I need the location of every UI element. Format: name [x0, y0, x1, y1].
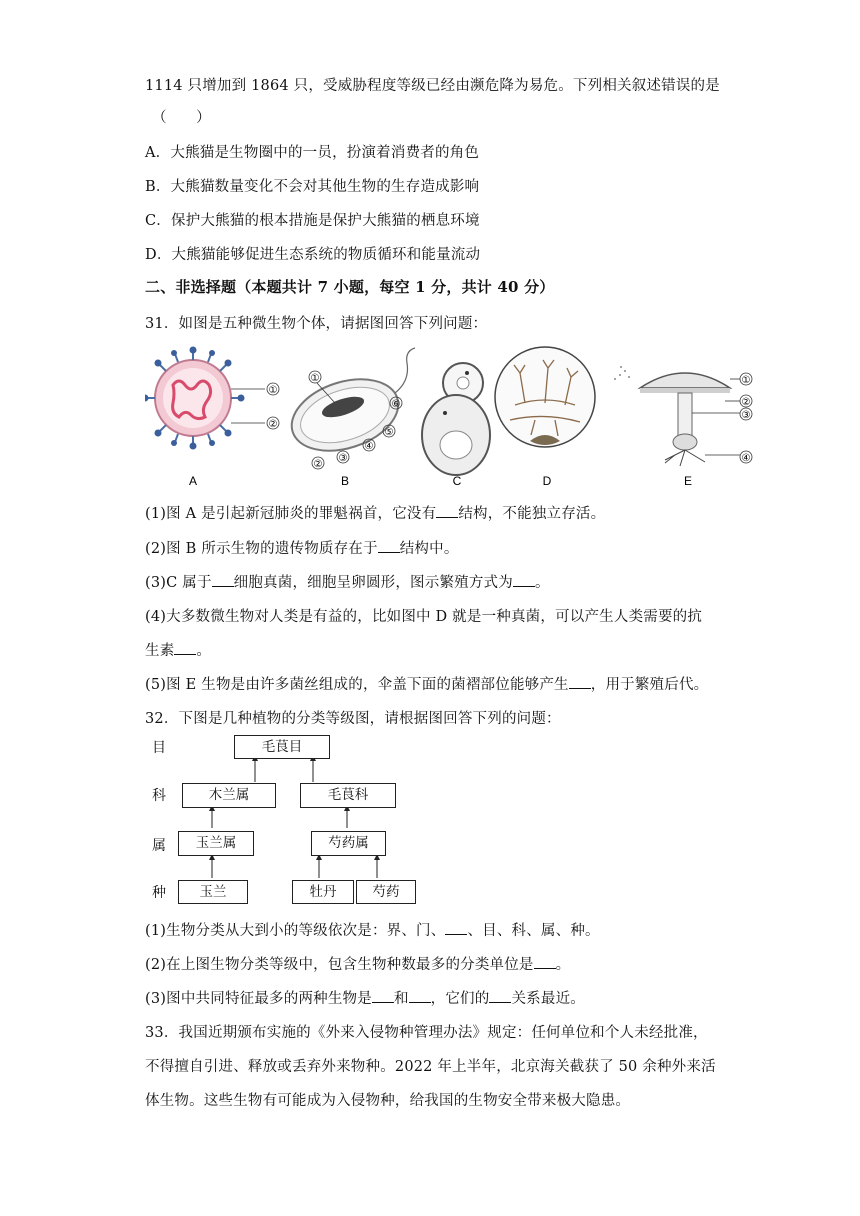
- virus-marker-2: ②: [268, 419, 278, 430]
- answer-blank[interactable]: [513, 574, 535, 587]
- mushroom-marker-3: ③: [741, 410, 751, 421]
- answer-blank[interactable]: [534, 956, 556, 969]
- q30-option-c: C．保护大熊猫的根本措施是保护大熊猫的栖息环境: [145, 213, 480, 229]
- mushroom-marker-1: ①: [741, 375, 751, 386]
- classification-tree: [145, 730, 445, 910]
- q31-sub3: (3)C 属于 细胞真菌，细胞呈卵圆形，图示繁殖方式为 。: [145, 575, 550, 591]
- microorganism-figure: [145, 345, 755, 490]
- level-label-family: 科: [152, 788, 166, 804]
- bacterium-marker-5: ⑤: [384, 427, 394, 438]
- figure-label-c: C: [452, 474, 462, 488]
- answer-blank[interactable]: [174, 642, 196, 655]
- level-label-genus: 属: [152, 838, 166, 854]
- answer-blank[interactable]: [212, 574, 234, 587]
- q30-answer-paren: （ ）: [152, 110, 211, 126]
- q31-sub1: (1)图 A 是引起新冠肺炎的罪魁祸首，它没有 结构，不能独立存活。: [145, 506, 606, 522]
- box-species-1: 玉兰: [178, 880, 248, 904]
- figure-label-b: B: [340, 474, 350, 488]
- figure-label-e: E: [683, 474, 693, 488]
- bacterium-marker-3: ③: [338, 453, 348, 464]
- answer-blank[interactable]: [372, 990, 394, 1003]
- q32-stem: 32．下图是几种植物的分类等级图，请根据图回答下列的问题：: [145, 711, 561, 727]
- q31-stem: 31．如图是五种微生物个体，请据图回答下列问题：: [145, 316, 488, 332]
- virus-marker-1: ①: [268, 385, 278, 396]
- mold-illustration: [495, 347, 595, 447]
- level-label-species: 种: [152, 885, 166, 901]
- box-genus-1: 玉兰属: [178, 831, 254, 856]
- q30-option-b: B．大熊猫数量变化不会对其他生物的生存造成影响: [145, 179, 480, 195]
- answer-blank[interactable]: [436, 505, 458, 518]
- q32-sub1: (1)生物分类从大到小的等级依次是：界、门、 、目、科、属、种。: [145, 923, 600, 939]
- q32-sub2: (2)在上图生物分类等级中，包含生物种数最多的分类单位是 。: [145, 957, 571, 973]
- bacterium-marker-4: ④: [364, 441, 374, 452]
- box-species-2: 牡丹: [292, 880, 354, 904]
- q33-line2: 不得擅自引进、释放或丢弃外来物种。2022 年上半年，北京海关截获了 50 余种外来活: [145, 1059, 716, 1075]
- box-species-3: 芍药: [356, 880, 416, 904]
- q31-sub4-line1: (4)大多数微生物对人类是有益的，比如图中 D 就是一种真菌，可以产生人类需要的抗: [145, 609, 703, 625]
- mushroom-marker-2: ②: [741, 397, 751, 408]
- box-order: 毛茛目: [234, 735, 330, 759]
- mushroom-marker-4: ④: [741, 453, 751, 464]
- mushroom-illustration: [614, 366, 730, 466]
- bacterium-marker-6: ⑥: [391, 399, 401, 410]
- q31-sub2: (2)图 B 所示生物的遗传物质存在于 结构中。: [145, 541, 459, 557]
- bacterium-marker-1: ①: [310, 373, 320, 384]
- q33-line3: 体生物。这些生物有可能成为入侵物种，给我国的生物安全带来极大隐患。: [145, 1093, 631, 1109]
- q32-sub3: (3)图中共同特征最多的两种生物是 和 ，它们的 关系最近。: [145, 991, 585, 1007]
- answer-blank[interactable]: [489, 990, 511, 1003]
- answer-blank[interactable]: [378, 540, 400, 553]
- answer-blank[interactable]: [409, 990, 431, 1003]
- q31-sub5: (5)图 E 生物是由许多菌丝组成的，伞盖下面的菌褶部位能够产生 ，用于繁殖后代。: [145, 677, 709, 693]
- figure-label-a: A: [188, 474, 198, 488]
- answer-blank[interactable]: [569, 676, 591, 689]
- answer-blank[interactable]: [445, 922, 467, 935]
- yeast-illustration: [422, 363, 490, 475]
- figure-label-d: D: [542, 474, 552, 488]
- q30-stem-line: 1114 只增加到 1864 只，受威胁程度等级已经由濒危降为易危。下列相关叙述错误的是: [145, 78, 720, 94]
- box-family-2: 毛茛科: [300, 783, 396, 808]
- q33-line1: 33．我国近期颁布实施的《外来入侵物种管理办法》规定：任何单位和个人未经批准，: [145, 1025, 708, 1041]
- q30-option-a: A．大熊猫是生物圈中的一员，扮演着消费者的角色: [145, 145, 480, 161]
- box-family-1: 木兰属: [182, 783, 276, 808]
- q30-option-d: D．大熊猫能够促进生态系统的物质循环和能量流动: [145, 247, 481, 263]
- virus-illustration: [145, 347, 265, 450]
- box-genus-2: 芍药属: [311, 831, 386, 856]
- level-label-order: 目: [152, 740, 166, 756]
- section-2-title: 二、非选择题（本题共计 7 小题，每空 1 分，共计 40 分）: [145, 278, 555, 296]
- q31-sub4-line2: 生素 。: [145, 643, 212, 659]
- bacterium-marker-2: ②: [313, 459, 323, 470]
